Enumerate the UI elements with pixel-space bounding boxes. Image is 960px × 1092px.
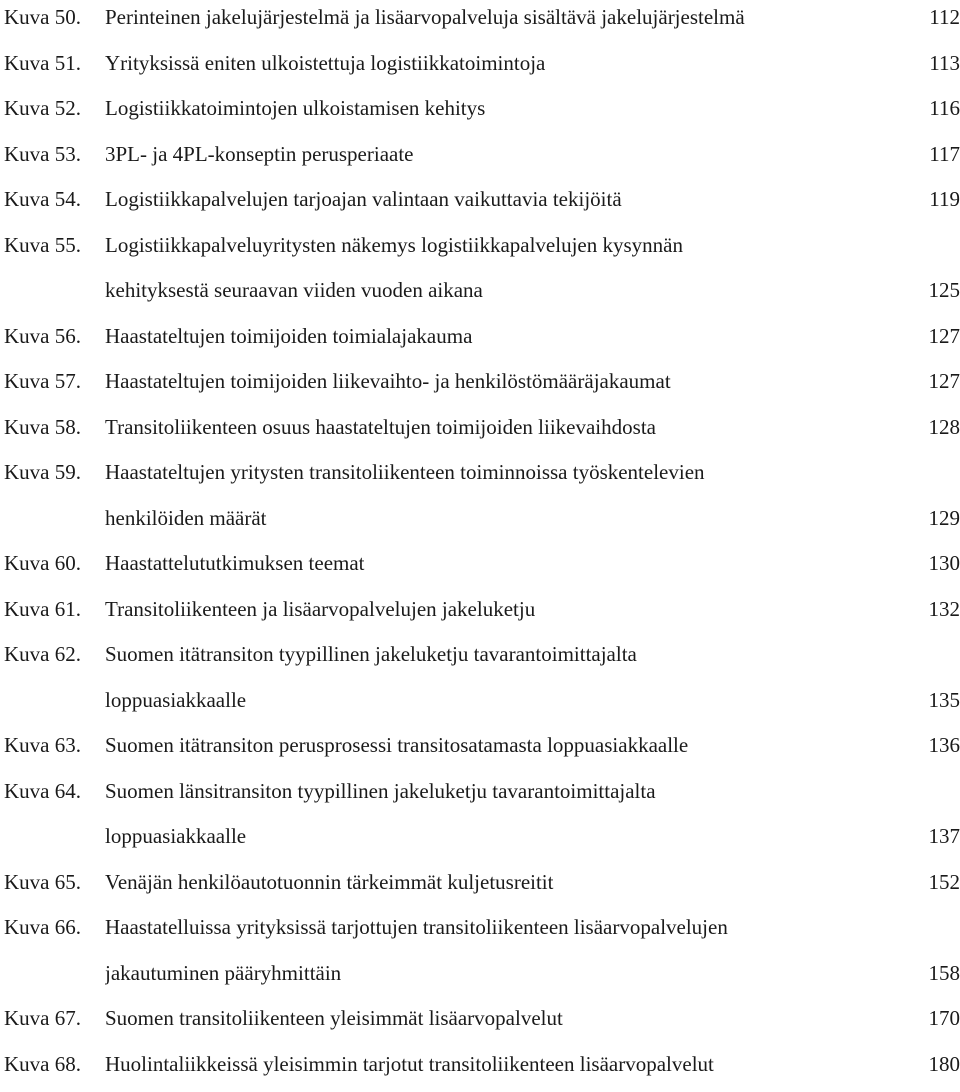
figure-title: Suomen länsitransiton tyypillinen jakeluketju tavarantoimittajalta [105,774,900,808]
figure-title: Haastateltujen toimijoiden toimialajakauma [105,319,900,353]
figure-list-entry [0,91,960,137]
figure-title: henkilöiden määrät [105,501,900,535]
page-number: 132 [900,592,960,626]
page-number: 117 [900,137,960,171]
figure-entry-line [4,956,960,1002]
figure-list-entry [0,455,960,546]
figure-list-entry [0,410,960,456]
figure-number: Kuva 58. [4,410,105,444]
figure-entry-line [4,319,960,365]
figure-title: Haastattelututkimuksen teemat [105,546,900,580]
figure-entry-line [4,1047,960,1092]
page-number: 158 [900,956,960,990]
figure-number: Kuva 64. [4,774,105,808]
figure-entry-line [4,273,960,319]
figure-title: Suomen transitoliikenteen yleisimmät lisäarvopalvelut [105,1001,900,1035]
page-number: 152 [900,865,960,899]
figure-number: Kuva 68. [4,1047,105,1081]
page-number: 180 [900,1047,960,1081]
figure-title: loppuasiakkaalle [105,683,900,717]
page-number: 116 [900,91,960,125]
figure-list-entry [0,1001,960,1047]
figure-number: Kuva 56. [4,319,105,353]
page-number: 127 [900,364,960,398]
figure-number: Kuva 52. [4,91,105,125]
figure-title: Logistiikkapalvelujen tarjoajan valintaan vaikuttavia tekijöitä [105,182,900,216]
figure-entry-line [4,1001,960,1047]
figure-title: Suomen itätransiton tyypillinen jakeluketju tavarantoimittajalta [105,637,900,671]
figure-entry-line [4,228,960,274]
page-number: 113 [900,46,960,80]
figure-number: Kuva 61. [4,592,105,626]
page-number: 135 [900,683,960,717]
figure-entry-line [4,865,960,911]
figure-title: 3PL- ja 4PL-konseptin perusperiaate [105,137,900,171]
figure-list-entry [0,774,960,865]
page-number: 130 [900,546,960,580]
figure-entry-line [4,728,960,774]
figure-entry-line [4,91,960,137]
figure-entry-line [4,774,960,820]
figure-list-entry [0,46,960,92]
figure-list-entry [0,228,960,319]
figure-entry-line [4,819,960,865]
figure-number: Kuva 66. [4,910,105,944]
figure-title: kehityksestä seuraavan viiden vuoden aikana [105,273,900,307]
page-number: 112 [900,0,960,34]
figure-title: Transitoliikenteen osuus haastateltujen toimijoiden liikevaihdosta [105,410,900,444]
page-number: 137 [900,819,960,853]
figure-entry-line [4,683,960,729]
figure-entry-line [4,137,960,183]
figure-entry-line [4,0,960,46]
figure-title: jakautuminen pääryhmittäin [105,956,900,990]
figure-entry-line [4,46,960,92]
page-number: 119 [900,182,960,216]
figure-entry-line [4,364,960,410]
figure-number: Kuva 50. [4,0,105,34]
figure-list-entry [0,364,960,410]
figure-title: Perinteinen jakelujärjestelmä ja lisäarvopalveluja sisältävä jakelujärjestelmä [105,0,900,34]
figure-list-entry [0,137,960,183]
figure-list-entry [0,728,960,774]
figure-number: Kuva 62. [4,637,105,671]
figure-title: Transitoliikenteen ja lisäarvopalvelujen jakeluketju [105,592,900,626]
page-number: 129 [900,501,960,535]
figure-entry-line [4,501,960,547]
figure-list-entry [0,1047,960,1092]
figure-entry-line [4,637,960,683]
figure-number: Kuva 55. [4,228,105,262]
page-number: 136 [900,728,960,762]
figure-entry-line [4,182,960,228]
figure-list-entry [0,319,960,365]
figure-title: loppuasiakkaalle [105,819,900,853]
figure-number: Kuva 53. [4,137,105,171]
page-number: 128 [900,410,960,444]
figure-title: Logistiikkatoimintojen ulkoistamisen kehitys [105,91,900,125]
figure-title: Huolintaliikkeissä yleisimmin tarjotut transitoliikenteen lisäarvopalvelut [105,1047,900,1081]
figure-entry-line [4,455,960,501]
figure-entry-line [4,546,960,592]
figure-number: Kuva 67. [4,1001,105,1035]
figure-number: Kuva 54. [4,182,105,216]
figure-number: Kuva 59. [4,455,105,489]
figure-entry-line [4,910,960,956]
figure-title: Haastatelluissa yrityksissä tarjottujen transitoliikenteen lisäarvopalvelujen [105,910,900,944]
figure-title: Haastateltujen yritysten transitoliikenteen toiminnoissa työskentelevien [105,455,900,489]
figure-number: Kuva 60. [4,546,105,580]
figure-title: Logistiikkapalveluyritysten näkemys logistiikkapalvelujen kysynnän [105,228,900,262]
page-number: 127 [900,319,960,353]
figure-list-entry [0,637,960,728]
figure-list-entry [0,182,960,228]
figure-list-entry [0,865,960,911]
figure-title: Yrityksissä eniten ulkoistettuja logistiikkatoimintoja [105,46,900,80]
figure-title: Venäjän henkilöautotuonnin tärkeimmät kuljetusreitit [105,865,900,899]
figure-title: Haastateltujen toimijoiden liikevaihto- ja henkilöstömääräjakaumat [105,364,900,398]
figure-list-entry [0,546,960,592]
figure-title: Suomen itätransiton perusprosessi transitosatamasta loppuasiakkaalle [105,728,900,762]
figure-entry-line [4,410,960,456]
figure-number: Kuva 51. [4,46,105,80]
figure-list-entry [0,910,960,1001]
figure-list-entry [0,592,960,638]
page-number: 125 [900,273,960,307]
figure-entry-line [4,592,960,638]
figure-number: Kuva 65. [4,865,105,899]
figure-list-entry [0,0,960,46]
figure-number: Kuva 57. [4,364,105,398]
page-number: 170 [900,1001,960,1035]
figure-number: Kuva 63. [4,728,105,762]
